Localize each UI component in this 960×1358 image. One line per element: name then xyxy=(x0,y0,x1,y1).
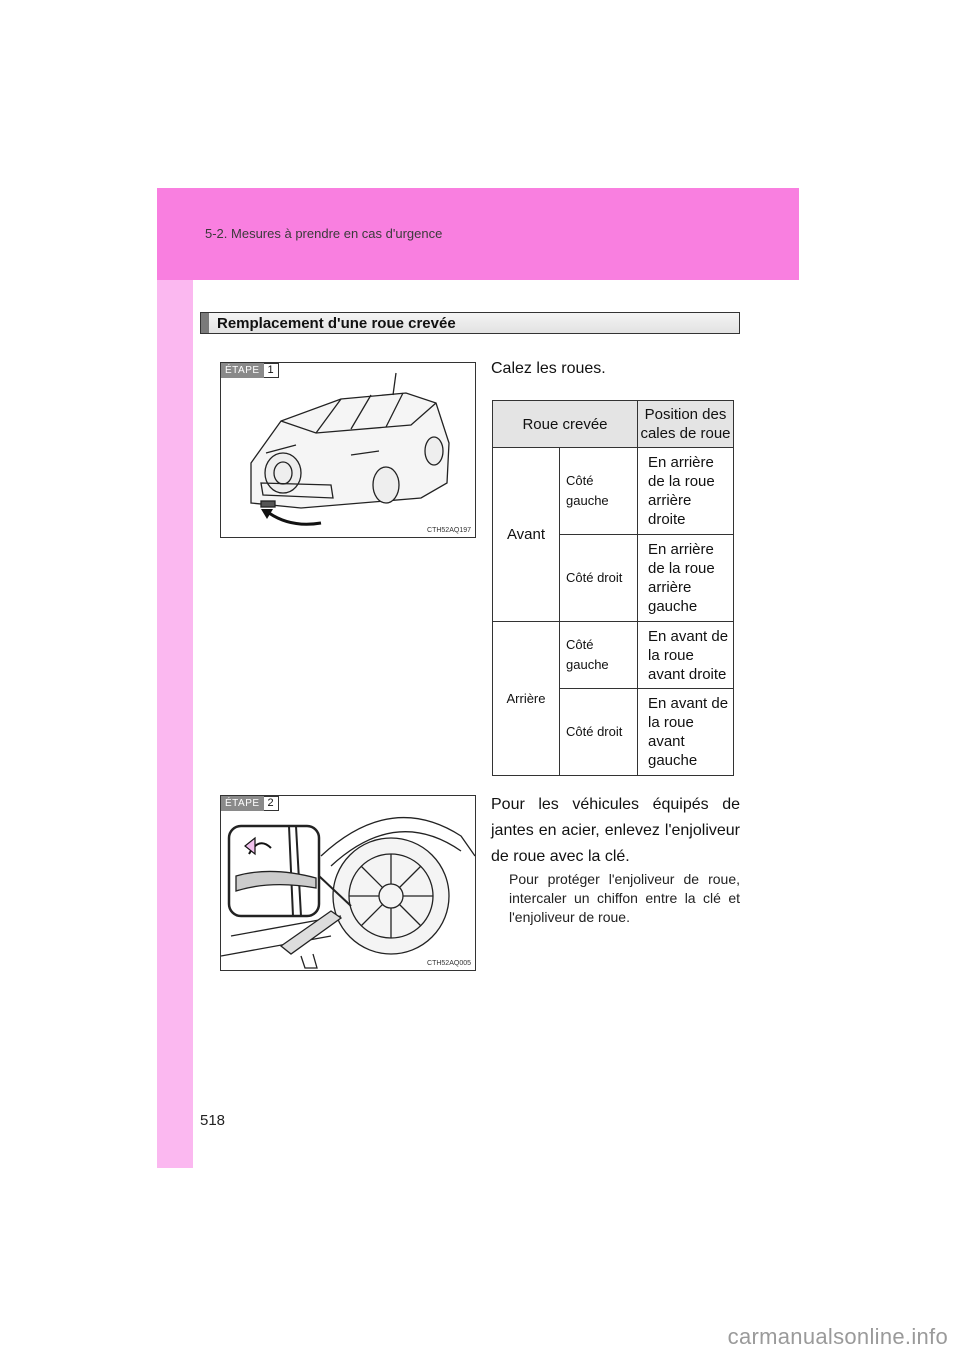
wheel-chock-table xyxy=(492,400,734,776)
section-title-bar xyxy=(201,313,209,333)
step-badge-number: 1 xyxy=(264,363,279,378)
table-side-cell: Côté gauche xyxy=(560,622,638,689)
page-number: 518 xyxy=(200,1112,226,1129)
step2-text: Pour les véhicules équipés de jantes en acier, enlevez l'enjoliveur de roue avec la clé. xyxy=(491,796,740,865)
watermark: carmanualsonline.info xyxy=(727,1324,948,1349)
chapter-header: 5-2. Mesures à prendre en cas d'urgence xyxy=(205,226,443,241)
page-sidebar xyxy=(157,188,193,1168)
table-side-cell: Côté gauche xyxy=(560,448,638,535)
car-front-illustration xyxy=(221,363,475,537)
step-badge-label: ÉTAPE xyxy=(221,796,264,811)
table-row xyxy=(493,448,734,535)
step1-illustration xyxy=(220,362,476,538)
table-side-cell: Côté droit xyxy=(560,535,638,622)
table-position-cell: En avant de la roue avant gauche xyxy=(638,689,734,776)
step2-illustration xyxy=(220,795,476,971)
step2-badge xyxy=(221,796,279,811)
table-header: Position des cales de roue xyxy=(638,401,734,448)
step-badge-number: 2 xyxy=(264,796,279,811)
section-title: Remplacement d'une roue crevée xyxy=(217,315,456,332)
step2-note: Pour protéger l'enjoliveur de roue, intercaler un chiffon entre la clé et l'enjoliveur de roue. xyxy=(509,871,740,925)
table-position-cell: En arrière de la roue arrière gauche xyxy=(638,535,734,622)
section-title-box xyxy=(200,312,740,334)
wheel-cover-illustration xyxy=(221,796,475,970)
step-badge-label: ÉTAPE xyxy=(221,363,264,378)
image-code: CTH52AQ197 xyxy=(427,527,471,534)
table-side-cell: Côté droit xyxy=(560,689,638,776)
step1-badge xyxy=(221,363,279,378)
table-row xyxy=(493,622,734,689)
table-header-row xyxy=(493,401,734,448)
table-header: Roue crevée xyxy=(493,401,638,448)
table-position-cell: En avant de la roue avant droite xyxy=(638,622,734,689)
table-position-cell: En arrière de la roue arrière droite xyxy=(638,448,734,535)
step1-text: Calez les roues. xyxy=(491,360,606,377)
image-code: CTH52AQ005 xyxy=(427,960,471,967)
table-group-label: Arrière xyxy=(493,622,560,776)
table-group-label: Avant xyxy=(493,448,560,622)
